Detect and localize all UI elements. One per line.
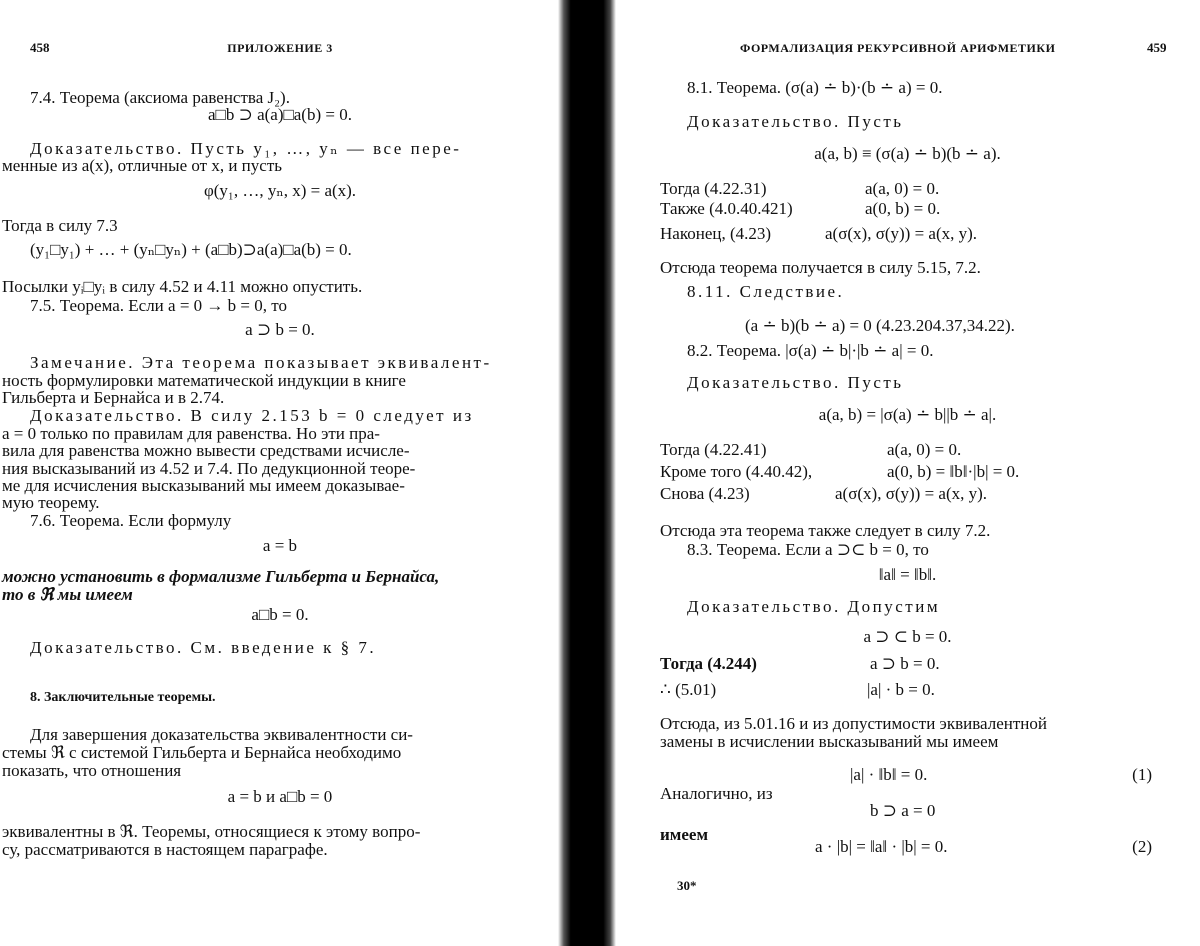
running-head: ПРИЛОЖЕНИЕ 3 xyxy=(227,41,333,55)
text-line: Аналогично, из xyxy=(660,784,773,803)
text-line: Отсюда теорема получается в силу 5.15, 7.2. xyxy=(660,258,981,277)
text-line: менные из a(x), отличные от x, и пусть xyxy=(2,156,283,175)
text-line: a = 0 только по правилам для равенства. Но эти пра- xyxy=(2,424,380,443)
text-line: 7.4. Теорема (аксиома равенства J₂). xyxy=(30,88,290,107)
formula-line: a(a, b) ≡ (σ(a) ∸ b)(b ∸ a). xyxy=(814,144,1001,163)
text-line: a(a, 0) = 0. xyxy=(887,440,962,459)
book-gutter xyxy=(558,0,616,946)
text-line: Тогда (4.244) xyxy=(660,654,757,673)
text-line: 7.5. Теорема. Если a = 0 → b = 0, то xyxy=(30,296,287,315)
text-line: вила для равенства можно вывести средствами исчисле- xyxy=(2,441,410,460)
text-line: Доказательство. Пусть xyxy=(687,112,904,131)
text-line: a(a, 0) = 0. xyxy=(865,179,940,198)
text-line: Кроме того (4.40.42), xyxy=(660,462,813,481)
text-line: |a| · ‖b‖ = 0. xyxy=(850,765,928,784)
text-line: 8. Заключительные теоремы. xyxy=(30,690,216,705)
text-line: (a ∸ b)(b ∸ a) = 0 (4.23.204.37,34.22). xyxy=(745,316,1015,335)
text-line: Доказательство. Пусть y₁, …, yₙ — все пере- xyxy=(30,139,462,158)
signature-mark: 30* xyxy=(677,878,697,893)
formula-line: φ(y₁, …, yₙ, x) = a(x). xyxy=(203,181,357,200)
text-line: ∴ (5.01) xyxy=(660,680,717,699)
text-line: Для завершения доказательства эквивалентности си- xyxy=(30,725,413,744)
formula-line: a = b xyxy=(262,536,298,555)
text-line: мую теорему. xyxy=(2,493,100,512)
text-line: Тогда (4.22.31) xyxy=(660,179,767,198)
text-line: ния высказываний из 4.52 и 7.4. По дедукционной теоре- xyxy=(2,459,416,478)
equation-number: (1) xyxy=(1132,765,1152,784)
text-line: Доказательство. Пусть xyxy=(687,373,904,392)
text-line: стемы ℜ с системой Гильберта и Бернайса необходимо xyxy=(2,743,402,762)
text-line: a · |b| = ‖a‖ · |b| = 0. xyxy=(815,837,948,856)
text-line: a(0, b) = ‖b‖·|b| = 0. xyxy=(887,462,1020,481)
text-line: Тогда в силу 7.3 xyxy=(2,216,118,235)
formula-line: a□b ⊃ a(a)□a(b) = 0. xyxy=(208,105,352,124)
text-line: |a| · b = 0. xyxy=(867,680,935,699)
equation-number: (2) xyxy=(1132,837,1152,856)
text-line: то в ℜ мы имеем xyxy=(2,585,133,604)
text-line: Замечание. Эта теорема показывает эквивалент- xyxy=(30,353,492,372)
text-line: a ⊃ b = 0. xyxy=(870,654,940,673)
text-line: Доказательство. В силу 2.153 b = 0 следует из xyxy=(30,406,474,425)
text-line: 7.6. Теорема. Если формулу xyxy=(30,511,232,530)
text-line: Отсюда, из 5.01.16 и из допустимости эквивалентной xyxy=(660,714,1047,733)
text-line: Отсюда эта теорема также следует в силу 7.2. xyxy=(660,521,991,540)
text-line: a(σ(x), σ(y)) = a(x, y). xyxy=(835,484,988,503)
formula-line: a ⊃ ⊂ b = 0. xyxy=(863,627,952,646)
text-line: показать, что отношения xyxy=(2,761,182,780)
formula-line: a□b = 0. xyxy=(251,605,309,624)
text-line: Наконец, (4.23) xyxy=(660,224,772,243)
text-line: Гильберта и Бернайса и в 2.74. xyxy=(2,388,225,407)
text-line: (y₁□y₁) + … + (yₙ□yₙ) + (a□b)⊃a(a)□a(b) = 0. xyxy=(30,240,352,259)
right-page xyxy=(615,0,1200,946)
text-line: Также (4.0.40.421) xyxy=(660,199,793,218)
page-number: 458 xyxy=(30,40,50,55)
text-line: a(0, b) = 0. xyxy=(865,199,941,218)
text-line: Снова (4.23) xyxy=(660,484,750,503)
text-line: 8.2. Теорема. |σ(a) ∸ b|·|b ∸ a| = 0. xyxy=(687,341,934,360)
text-line: b ⊃ a = 0 xyxy=(870,801,936,820)
text-line: Посылки yᵢ□yᵢ в силу 4.52 и 4.11 можно опустить. xyxy=(2,277,363,296)
text-line: Доказательство. См. введение к § 7. xyxy=(30,638,377,657)
text-line: ность формулировки математической индукции в книге xyxy=(2,371,406,390)
text-line: 8.11. Следствие. xyxy=(687,282,845,301)
text-line: су, рассматриваются в настоящем параграфе. xyxy=(2,840,328,859)
running-head: ФОРМАЛИЗАЦИЯ РЕКУРСИВНОЙ АРИФМЕТИКИ xyxy=(740,41,1056,55)
text-line: a(σ(x), σ(y)) = a(x, y). xyxy=(825,224,978,243)
formula-line: a ⊃ b = 0. xyxy=(245,320,315,339)
text-line: Доказательство. Допустим xyxy=(687,597,941,616)
text-line: эквивалентны в ℜ. Теоремы, относящиеся к этому вопро- xyxy=(2,822,421,841)
text-line: 8.3. Теорема. Если a ⊃⊂ b = 0, то xyxy=(687,540,929,559)
page-number: 459 xyxy=(1147,40,1167,55)
formula-line: a(a, b) = |σ(a) ∸ b||b ∸ a|. xyxy=(818,405,997,424)
formula-line: ‖a‖ = ‖b‖. xyxy=(878,565,937,584)
text-line: замены в исчислении высказываний мы имеем xyxy=(660,732,999,751)
text-line: имеем xyxy=(660,825,709,844)
text-line: можно установить в формализме Гильберта и Бернайса, xyxy=(2,567,440,586)
left-page xyxy=(0,0,560,946)
formula-line: a = b и a□b = 0 xyxy=(227,787,333,806)
text-line: 8.1. Теорема. (σ(a) ∸ b)·(b ∸ a) = 0. xyxy=(687,78,943,97)
text-line: ме для исчисления высказываний мы имеем доказывае- xyxy=(2,476,405,495)
text-line: Тогда (4.22.41) xyxy=(660,440,767,459)
